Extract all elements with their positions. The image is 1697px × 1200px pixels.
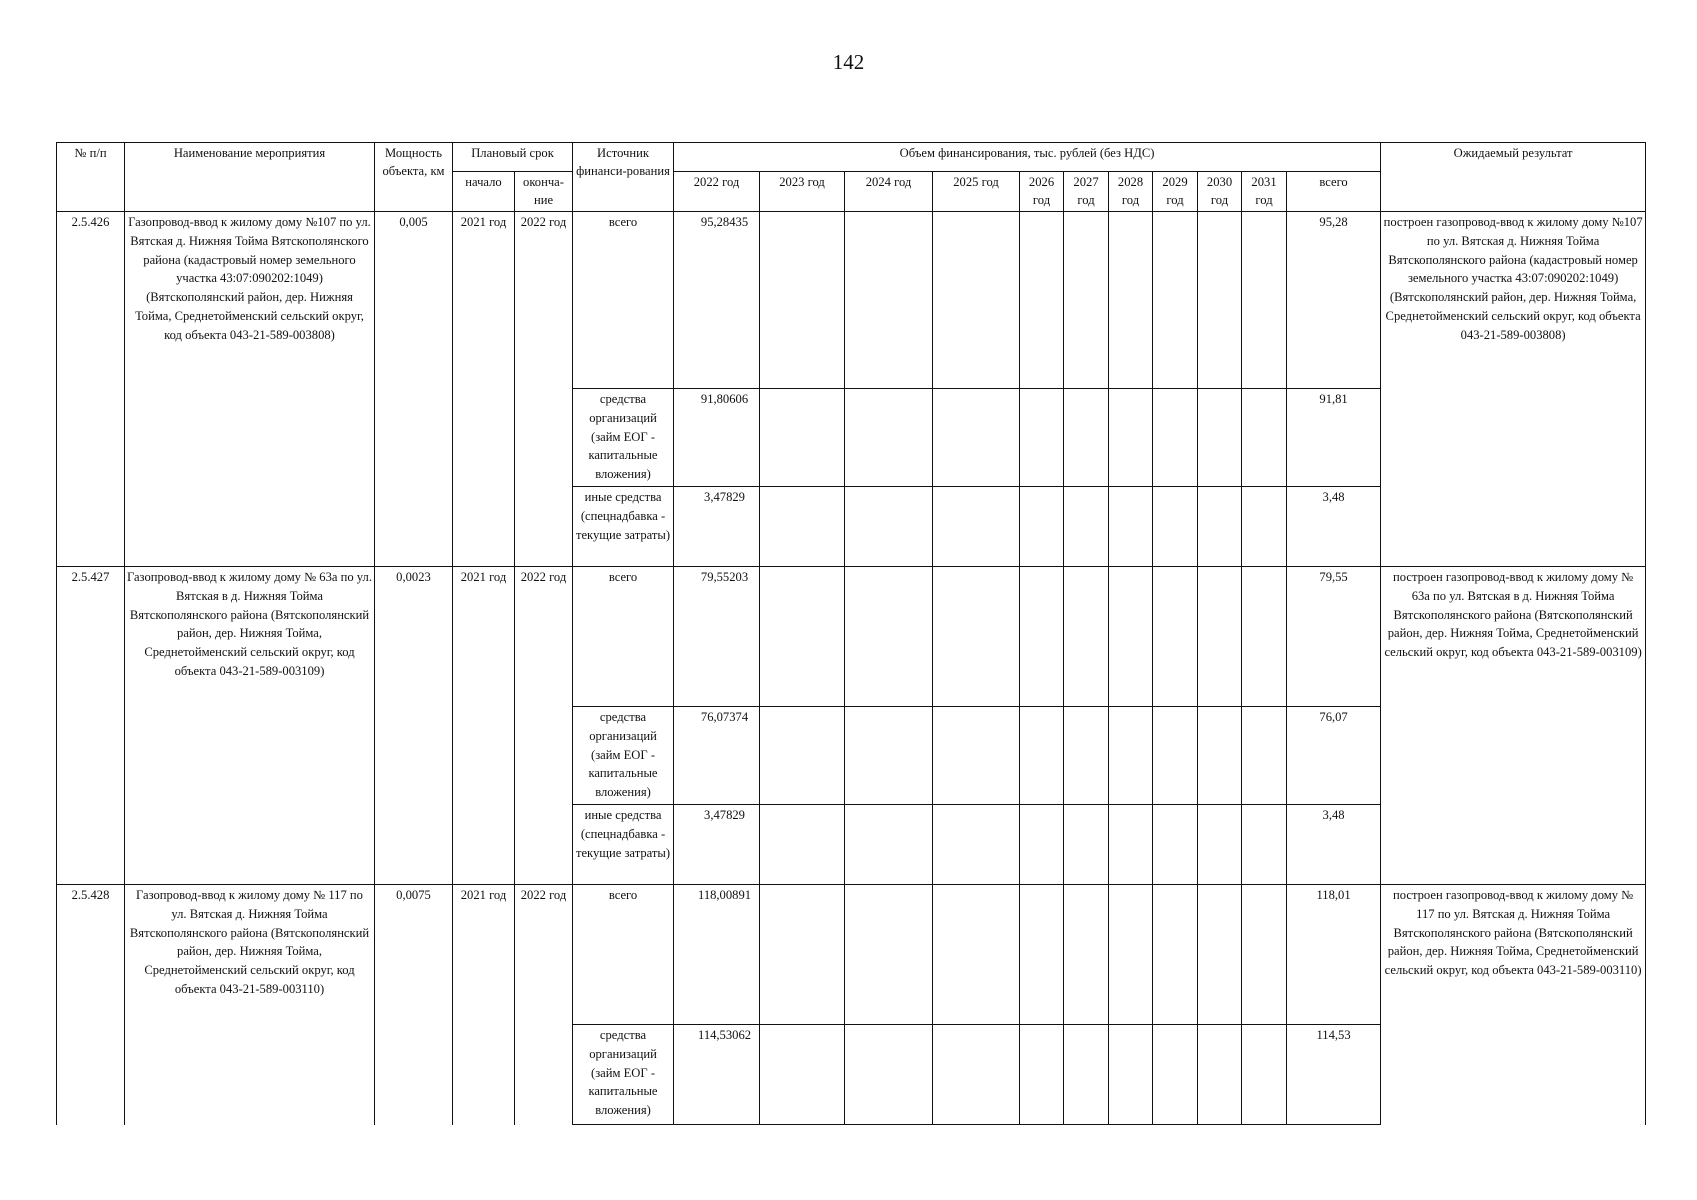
funding-source: всего <box>573 567 674 707</box>
funding-source: всего <box>573 212 674 389</box>
amount-total: 3,48 <box>1287 487 1381 567</box>
amount-total: 91,81 <box>1287 389 1381 487</box>
plan-end: 2022 год <box>515 885 573 1125</box>
amount-2022: 3,47829 <box>674 805 760 885</box>
header-end: оконча-ние <box>515 172 573 212</box>
amount-total: 76,07 <box>1287 707 1381 805</box>
funding-source: средства организаций (займ ЕОГ - капитальные вложения) <box>573 389 674 487</box>
header-power: Мощность объекта, км <box>375 143 453 212</box>
event-name: Газопровод-ввод к жилому дому № 117 по ул. Вятская д. Нижняя Тойма Вятскополянского района (Вятскополянский район, дер. Нижняя Тойма, Среднетойменский сельский округ, код объекта 043-21-589-003110) <box>125 885 375 1125</box>
plan-end: 2022 год <box>515 567 573 885</box>
amount-total: 114,53 <box>1287 1025 1381 1125</box>
expected-result: построен газопровод-ввод к жилому дому №107 по ул. Вятская д. Нижняя Тойма Вятскополянского района (кадастровый номер земельного участка 43:07:090202:1049) (Вятскополянский район, дер. Нижняя Тойма, Среднетойменский сельский округ, код объекта 043-21-589-003808) <box>1381 212 1646 567</box>
amount-2022: 76,07374 <box>674 707 760 805</box>
row-number: 2.5.427 <box>57 567 125 885</box>
row-number: 2.5.426 <box>57 212 125 567</box>
header-year-2022: 2022 год <box>674 172 760 212</box>
amount-2022: 79,55203 <box>674 567 760 707</box>
funding-source: средства организаций (займ ЕОГ - капитальные вложения) <box>573 1025 674 1125</box>
header-year-2031: 2031 год <box>1242 172 1287 212</box>
amount-2022: 118,00891 <box>674 885 760 1025</box>
header-year-2027: 2027 год <box>1064 172 1109 212</box>
page-number: 142 <box>832 50 865 74</box>
header-year-2028: 2028 год <box>1109 172 1153 212</box>
expected-result: построен газопровод-ввод к жилому дому № 117 по ул. Вятская д. Нижняя Тойма Вятскополянского района (Вятскополянский район, дер. Нижняя Тойма, Среднетойменский сельский округ, код объекта 043-21-589-003110) <box>1381 885 1646 1125</box>
plan-start: 2021 год <box>453 885 515 1125</box>
amount-2022: 114,53062 <box>674 1025 760 1125</box>
header-year-2024: 2024 год <box>845 172 933 212</box>
amount-total: 3,48 <box>1287 805 1381 885</box>
plan-start: 2021 год <box>453 212 515 567</box>
table-row <box>57 212 1646 389</box>
event-name: Газопровод-ввод к жилому дому № 63а по ул. Вятская в д. Нижняя Тойма Вятскополянского района (Вятскополянский район, дер. Нижняя Тойма, Среднетойменский сельский округ, код объекта 043-21-589-003109) <box>125 567 375 885</box>
expected-result: построен газопровод-ввод к жилому дому № 63а по ул. Вятская в д. Нижняя Тойма Вятскополянского района (Вятскополянский район, дер. Нижняя Тойма, Среднетойменский сельский округ, код объекта 043-21-589-003109) <box>1381 567 1646 885</box>
funding-table <box>56 142 1646 1125</box>
event-name: Газопровод-ввод к жилому дому №107 по ул. Вятская д. Нижняя Тойма Вятскополянского района (кадастровый номер земельного участка 43:07:090202:1049) (Вятскополянский район, дер. Нижняя Тойма, Среднетойменский сельский округ, код объекта 043-21-589-003808) <box>125 212 375 567</box>
funding-source: иные средства (спецнадбавка - текущие затраты) <box>573 487 674 567</box>
object-power: 0,005 <box>375 212 453 567</box>
funding-source: всего <box>573 885 674 1025</box>
plan-end: 2022 год <box>515 212 573 567</box>
funding-source: средства организаций (займ ЕОГ - капитальные вложения) <box>573 707 674 805</box>
header-year-2023: 2023 год <box>760 172 845 212</box>
header-start: начало <box>453 172 515 212</box>
row-number: 2.5.428 <box>57 885 125 1125</box>
funding-source: иные средства (спецнадбавка - текущие затраты) <box>573 805 674 885</box>
header-year-2030: 2030 год <box>1198 172 1242 212</box>
amount-total: 118,01 <box>1287 885 1381 1025</box>
header-source: Источник финанси-рования <box>573 143 674 212</box>
header-name: Наименование мероприятия <box>125 143 375 212</box>
table-row <box>57 885 1646 1025</box>
header-year-2025: 2025 год <box>933 172 1020 212</box>
object-power: 0,0023 <box>375 567 453 885</box>
amount-2022: 3,47829 <box>674 487 760 567</box>
amount-total: 79,55 <box>1287 567 1381 707</box>
object-power: 0,0075 <box>375 885 453 1125</box>
amount-2022: 91,80606 <box>674 389 760 487</box>
amount-2022: 95,28435 <box>674 212 760 389</box>
header-funding: Объем финансирования, тыс. рублей (без НДС) <box>674 143 1381 172</box>
header-num: № п/п <box>57 143 125 212</box>
table-row <box>57 567 1646 707</box>
plan-start: 2021 год <box>453 567 515 885</box>
header-result: Ожидаемый результат <box>1381 143 1646 212</box>
header-plan: Плановый срок <box>453 143 573 172</box>
header-year-2026: 2026 год <box>1020 172 1064 212</box>
header-total: всего <box>1287 172 1381 212</box>
header-year-2029: 2029 год <box>1153 172 1198 212</box>
amount-total: 95,28 <box>1287 212 1381 389</box>
